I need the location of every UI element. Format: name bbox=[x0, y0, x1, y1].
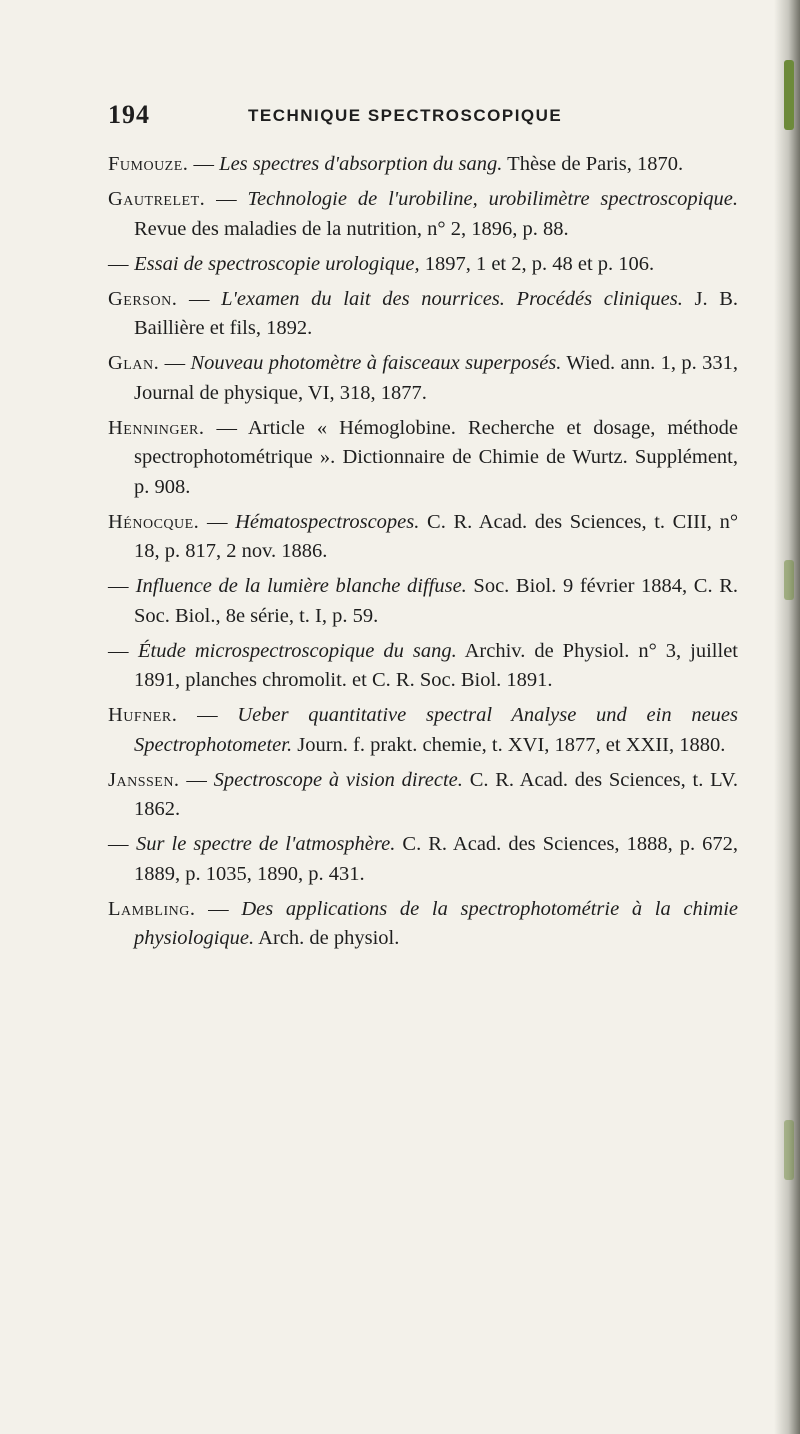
entry-title: Nouveau photomètre à faisceaux superposés. bbox=[190, 352, 562, 374]
entry-details: Revue des maladies de la nutrition, n° 2, 1896, p. 88. bbox=[134, 217, 569, 240]
entry-details: C. R. Acad. des Sciences, t. LV. 1862. bbox=[134, 768, 739, 820]
running-title: TECHNIQUE SPECTROSCOPIQUE bbox=[248, 106, 563, 125]
entry-author: Lambling. bbox=[108, 897, 196, 920]
bibliography-entry: Hufner. — Ueber quantitative spectral Analyse und ein neues Spectrophotometer. Journ. f. prakt. chemie, t. XVI, 1877, et XXII, 1880. bbox=[108, 704, 738, 756]
entry-author: Henninger. bbox=[108, 416, 205, 439]
entry-title: Étude microspectroscopique du sang. bbox=[138, 639, 457, 662]
bibliography-entry: Hénocque. — Hématospectroscopes. C. R. Acad. des Sciences, t. CIII, n° 18, p. 817, 2 nov. 1886. bbox=[108, 510, 739, 562]
bibliography-entry: Gautrelet. — Technologie de l'urobiline, urobilimètre spectroscopique. Revue des maladies de la nutrition, n° 2, 1896, p. 88. bbox=[108, 188, 739, 240]
entry-author: — bbox=[108, 833, 129, 855]
entry-title: Les spectres d'absorption du sang. bbox=[219, 153, 503, 175]
entry-author: — bbox=[108, 252, 129, 275]
bibliography-entry: Gerson. — L'examen du lait des nourrices. Procédés cliniques. J. B. Baillière et fils, 1892. bbox=[108, 287, 739, 339]
bibliography-entry bbox=[108, 250, 738, 280]
page-edge-stain bbox=[784, 560, 794, 600]
bibliography-entry: Lambling. — Des applications de la spectrophotométrie à la chimie physiologique. Arch. de physiol. bbox=[108, 897, 739, 949]
entry-details: Archiv. de Physiol. n° 3, juillet 1891, planches chromolit. et C. R. Soc. Biol. 1891. bbox=[134, 639, 738, 691]
entry-details: Wied. ann. 1, p. 331, Journal de physique, VI, 318, 1877. bbox=[134, 352, 739, 404]
entry-details: Journ. f. prakt. chemie, t. XVI, 1877, et XXII, 1880. bbox=[297, 733, 726, 756]
entry-author: Fumouze. bbox=[108, 153, 189, 175]
bibliography-entry bbox=[108, 830, 738, 889]
entry-details: C. R. Acad. des Sciences, t. CIII, n° 18, p. 817, 2 nov. 1886. bbox=[134, 510, 739, 562]
entry-details: 1897, 1 et 2, p. 48 et p. 106. bbox=[424, 252, 655, 275]
entry-title: Des applications de la spectrophotométrie à la chimie physiologique. bbox=[134, 897, 739, 949]
entry-details: J. B. Baillière et fils, 1892. bbox=[134, 287, 739, 339]
bibliography-entry bbox=[108, 572, 738, 631]
entry-title: Spectroscope à vision directe. bbox=[213, 768, 463, 791]
page-edge-stain bbox=[784, 1120, 794, 1180]
entry-title: Influence de la lumière blanche diffuse. bbox=[135, 575, 467, 597]
entry-details: Arch. de physiol. bbox=[258, 927, 400, 949]
entry-author: Gautrelet. bbox=[108, 188, 206, 210]
entry-author: Hufner. bbox=[108, 704, 178, 726]
entry-title: Ueber quantitative spectral Analyse und ein neues Spectrophotometer. bbox=[134, 704, 738, 756]
entry-details: Article « Hémoglobine. Recherche et dosage, méthode spectrophotométrique ». Dictionnaire de Chimie de Wurtz. Supplément, p. 908. bbox=[134, 416, 738, 498]
entry-title: Technologie de l'urobiline, urobilimètre spectroscopique. bbox=[247, 188, 739, 210]
page-number: 194 bbox=[108, 100, 150, 129]
entry-details: Soc. Biol. 9 février 1884, C. R. Soc. Biol., 8e série, t. I, p. 59. bbox=[134, 575, 739, 627]
page-edge-shadow bbox=[774, 0, 800, 1434]
page-edge-stain bbox=[784, 60, 794, 130]
entry-author: — bbox=[108, 575, 129, 597]
bibliography-list bbox=[108, 150, 738, 959]
bibliography-entry bbox=[108, 637, 738, 696]
entry-title: Essai de spectroscopie urologique, bbox=[134, 252, 420, 275]
entry-author: Gerson. bbox=[108, 287, 178, 310]
entry-details: C. R. Acad. des Sciences, 1888, p. 672, 1889, p. 1035, 1890, p. 431. bbox=[134, 833, 739, 885]
entry-author: Janssen. bbox=[108, 768, 180, 791]
page-header bbox=[108, 100, 736, 140]
bibliography-entry: Janssen. — Spectroscope à vision directe. C. R. Acad. des Sciences, t. LV. 1862. bbox=[108, 768, 739, 820]
entry-title: Sur le spectre de l'atmosphère. bbox=[136, 833, 396, 855]
entry-title: L'examen du lait des nourrices. Procédés cliniques. bbox=[221, 287, 683, 310]
entry-title: Hématospectroscopes. bbox=[235, 510, 420, 533]
entry-author: Glan. bbox=[108, 352, 160, 374]
entry-author: Hénocque. bbox=[108, 510, 200, 533]
bibliography-entry: Glan. — Nouveau photomètre à faisceaux superposés. Wied. ann. 1, p. 331, Journal de physique, VI, 318, 1877. bbox=[108, 352, 739, 404]
entry-details: Thèse de Paris, 1870. bbox=[507, 153, 684, 175]
bibliography-entry: Fumouze. — Les spectres d'absorption du sang. Thèse de Paris, 1870. bbox=[108, 153, 684, 175]
entry-author: — bbox=[108, 639, 129, 662]
bibliography-entry: Henninger. — Article « Hémoglobine. Recherche et dosage, méthode spectrophotométrique ». Dictionnaire de Chimie de Wurtz. Supplément, p. 908. bbox=[108, 416, 738, 498]
